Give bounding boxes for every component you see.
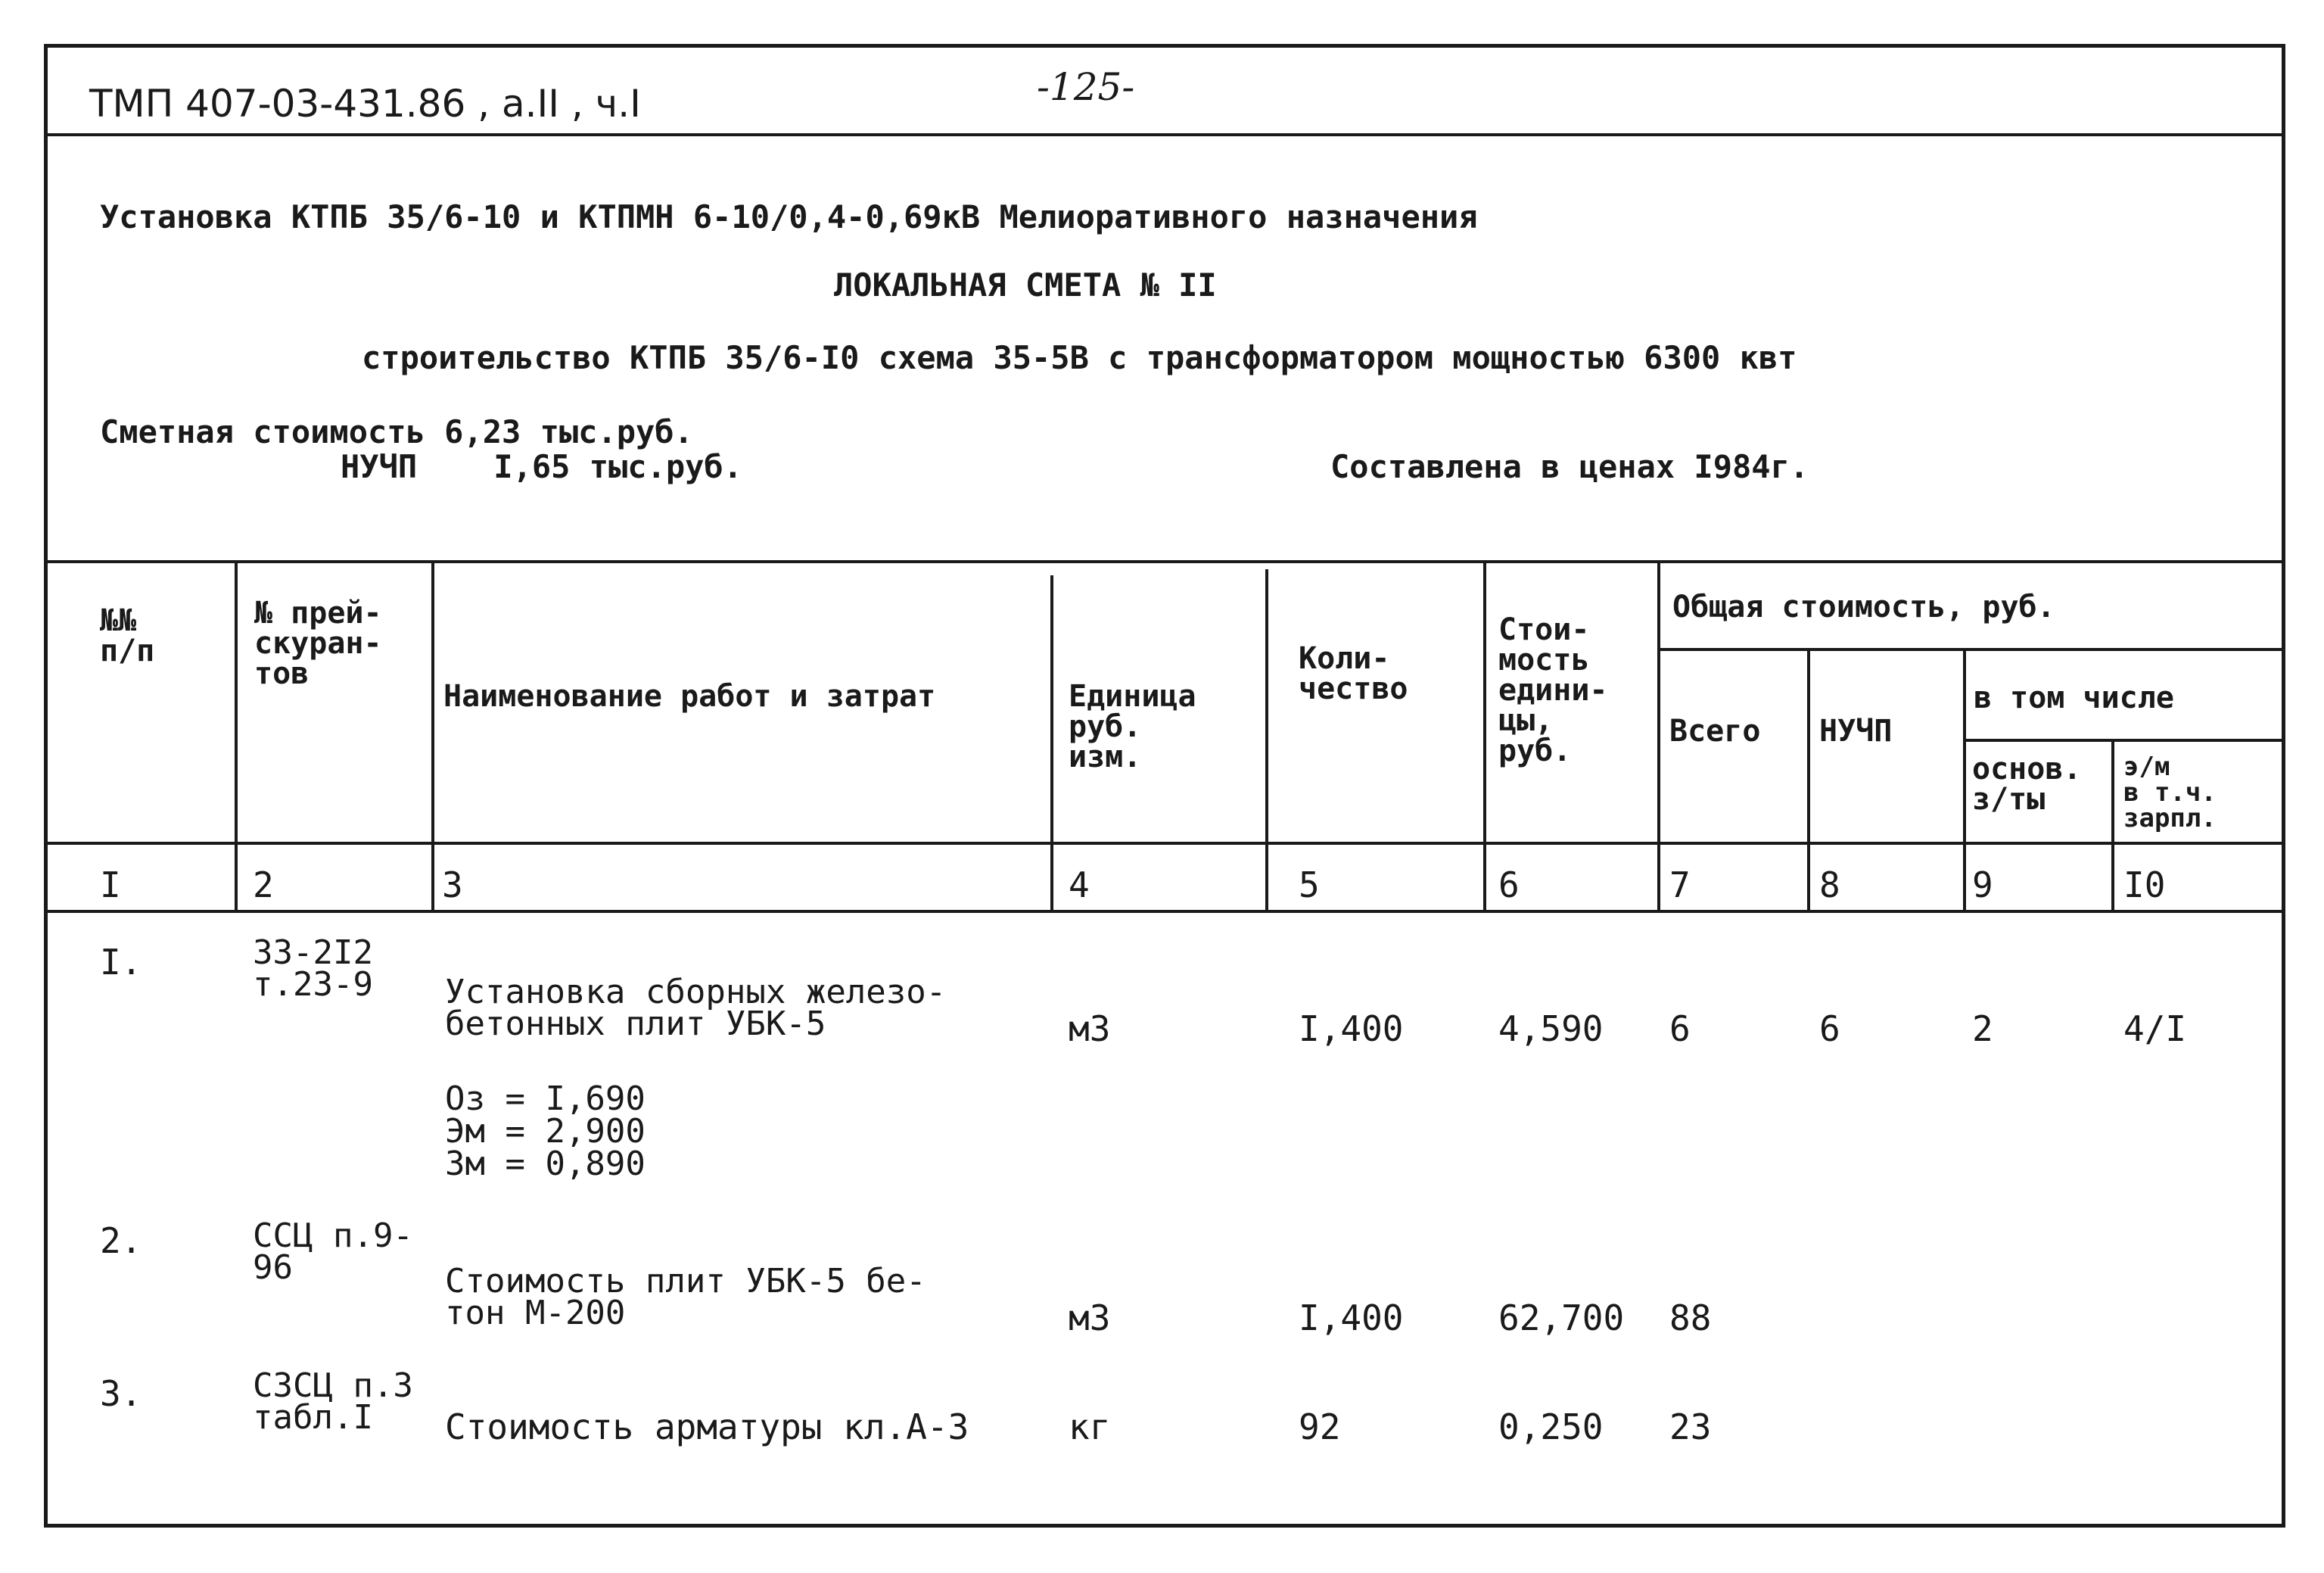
header-work-name: Наименование работ и затрат (443, 679, 936, 714)
row-1-nuchp: 6 (1819, 1008, 1840, 1049)
row-2-number: 2. (100, 1220, 142, 1261)
document-code: ТМП 407-03-431.86 , а.II , ч.I (89, 82, 641, 126)
page-number: -125- (1037, 65, 1135, 109)
estimate-title: ЛОКАЛЬНАЯ СМЕТА № II (834, 266, 1217, 304)
row-1-total: 6 (1669, 1008, 1691, 1049)
col-number-8: 8 (1819, 864, 1840, 905)
row-1-unit: м3 (1069, 1008, 1111, 1049)
col-sep-8 (1963, 648, 1966, 910)
row-3-quantity: 92 (1299, 1406, 1341, 1447)
row-2-price-ref: ССЦ п.9- 96 (253, 1216, 413, 1287)
header-total: Всего (1669, 714, 1761, 749)
col-number-2: 2 (253, 864, 274, 905)
estimate-subject: Установка КТПБ 35/6-10 и КТПМН 6-10/0,4-0,69кВ Мелиоративного назначения (100, 198, 1478, 235)
header-nuchp: НУЧП (1819, 714, 1893, 749)
row-1-cost-breakdown: Оз = I,690 Эм = 2,900 Зм = 0,890 (445, 1079, 646, 1184)
row-1-machines: 4/I (2123, 1008, 2187, 1049)
header-price-list: № прей- скуран- тов (254, 596, 382, 691)
header-unit-cost: Стои- мость едини- цы, руб. (1498, 612, 1608, 768)
header-total-cost: Общая стоимость, руб. (1672, 590, 2055, 625)
col-number-3: 3 (442, 864, 463, 905)
header-row-number: №№ п/п (100, 603, 155, 668)
row-1-base-wages: 2 (1972, 1008, 1993, 1049)
table-subgroup-divider (1963, 739, 2285, 742)
col-number-4: 4 (1069, 864, 1090, 905)
col-sep-2 (431, 560, 434, 910)
col-sep-9 (2111, 739, 2114, 910)
nuchp-cost: НУЧП I,65 тыс.руб. (341, 448, 743, 485)
row-1-work-name: Установка сборных железо- бетонных плит УБК-5 (445, 973, 947, 1043)
header-including: в том числе (1974, 681, 2174, 715)
estimated-cost: Сметная стоимость 6,23 тыс.руб. (100, 413, 693, 450)
col-number-6: 6 (1498, 864, 1520, 905)
header-unit: Единица руб. изм. (1069, 679, 1196, 774)
price-basis: Составлена в ценах I984г. (1330, 448, 1809, 485)
row-1-unit-cost: 4,590 (1498, 1008, 1604, 1049)
col-number-5: 5 (1299, 864, 1320, 905)
col-sep-6 (1657, 560, 1660, 910)
row-3-work-name: Стоимость арматуры кл.А-3 (445, 1406, 969, 1447)
header-machines: э/м в т.ч. зарпл. (2123, 752, 2217, 833)
table-header-divider (44, 842, 2285, 845)
row-2-unit: м3 (1069, 1297, 1111, 1338)
table-numbers-divider (44, 910, 2285, 913)
col-sep-5 (1483, 560, 1486, 910)
header-quantity: Коли- чество (1299, 641, 1408, 706)
estimate-description: строительство КТПБ 35/6-I0 схема 35-5В с трансформатором мощностью 6300 квт (362, 339, 1797, 376)
header-base-wages: основ. з/ты (1972, 752, 2082, 817)
row-2-total: 88 (1669, 1297, 1712, 1338)
row-1-price-ref: 33-2I2 т.23-9 (253, 933, 373, 1004)
col-sep-1 (235, 560, 238, 910)
col-number-1: I (100, 864, 121, 905)
col-sep-4 (1265, 569, 1268, 910)
table-group-divider (1657, 648, 2285, 651)
row-3-number: 3. (100, 1373, 142, 1414)
row-3-unit-cost: 0,250 (1498, 1406, 1604, 1447)
col-number-7: 7 (1669, 864, 1691, 905)
row-3-unit: кг (1069, 1406, 1111, 1447)
row-2-quantity: I,400 (1299, 1297, 1404, 1338)
col-sep-3 (1050, 575, 1053, 910)
row-1-quantity: I,400 (1299, 1008, 1404, 1049)
row-3-price-ref: СЗСЦ п.3 табл.I (253, 1366, 413, 1437)
row-2-unit-cost: 62,700 (1498, 1297, 1625, 1338)
row-3-total: 23 (1669, 1406, 1712, 1447)
col-number-9: 9 (1972, 864, 1993, 905)
header-divider (44, 133, 2285, 136)
row-2-work-name: Стоимость плит УБК-5 бе- тон М-200 (445, 1262, 926, 1332)
col-number-10: I0 (2123, 864, 2166, 905)
row-1-number: I. (100, 942, 142, 983)
col-sep-7 (1807, 648, 1810, 910)
table-top-border (44, 560, 2285, 563)
